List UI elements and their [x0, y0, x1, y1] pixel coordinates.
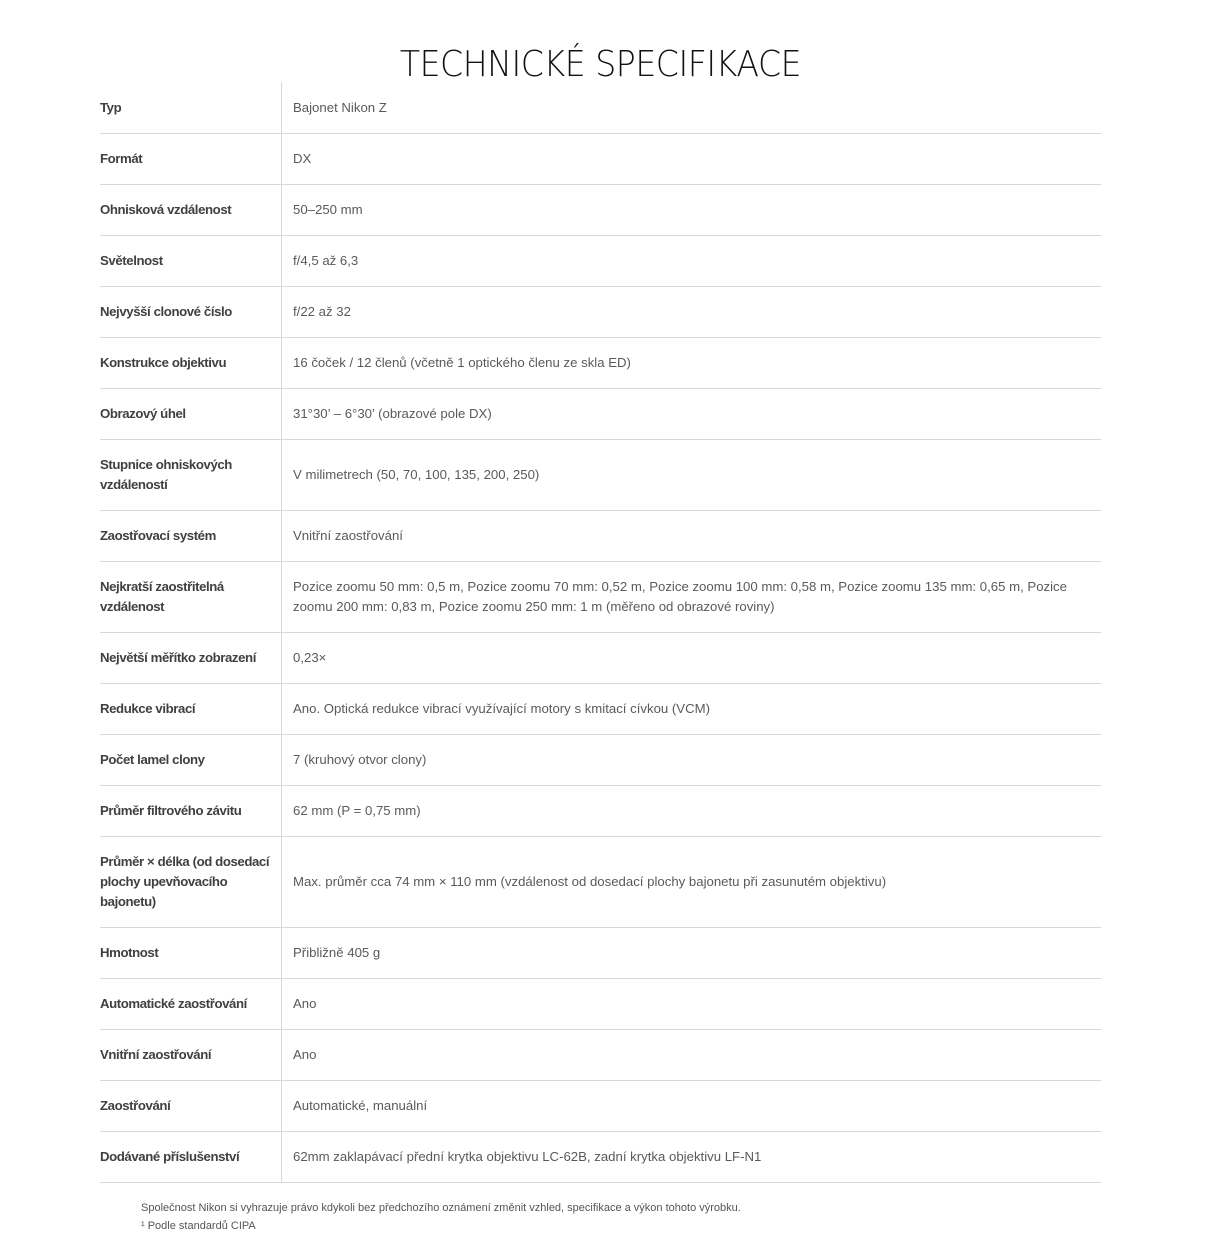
page-title: TECHNICKÉ SPECIFIKACE [399, 44, 802, 86]
spec-label: Stupnice ohniskových vzdáleností [100, 440, 282, 511]
spec-value: 31°30’ – 6°30’ (obrazové pole DX) [282, 389, 1102, 440]
table-row [100, 735, 1101, 786]
table-row [100, 287, 1101, 338]
table-row [100, 684, 1101, 735]
spec-label: Světelnost [100, 236, 282, 287]
spec-value: 50–250 mm [282, 185, 1102, 236]
spec-value: Pozice zoomu 50 mm: 0,5 m, Pozice zoomu 70 mm: 0,52 m, Pozice zoomu 100 mm: 0,58 m, Pozice zoomu 135 mm: 0,65 m, Pozice zoomu 200 mm: 0,83 m, Pozice zoomu 250 mm: 1 m (měřeno od obrazové roviny) [282, 562, 1102, 633]
cipa-footnote: ¹ Podle standardů CIPA [141, 1220, 256, 1232]
spec-value: f/4,5 až 6,3 [282, 236, 1102, 287]
table-row [100, 837, 1101, 928]
table-row [100, 1081, 1101, 1132]
table-row [100, 236, 1101, 287]
table-row [100, 562, 1101, 633]
table-row [100, 185, 1101, 236]
spec-value: Přibližně 405 g [282, 928, 1102, 979]
spec-label: Průměr × délka (od dosedací plochy upevňovacího bajonetu) [100, 837, 282, 928]
spec-value: 16 čoček / 12 členů (včetně 1 optického členu ze skla ED) [282, 338, 1102, 389]
spec-label: Nejkratší zaostřitelná vzdálenost [100, 562, 282, 633]
spec-label: Vnitřní zaostřování [100, 1030, 282, 1081]
spec-label: Ohnisková vzdálenost [100, 185, 282, 236]
table-row [100, 511, 1101, 562]
table-row [100, 1132, 1101, 1183]
table-row [100, 82, 1101, 134]
spec-value: Ano [282, 1030, 1102, 1081]
spec-label: Automatické zaostřování [100, 979, 282, 1030]
table-row [100, 1030, 1101, 1081]
footnotes [141, 1199, 741, 1235]
disclaimer-note: Společnost Nikon si vyhrazuje právo kdykoli bez předchozího oznámení změnit vzhled, specifikace a výkon tohoto výrobku. [141, 1202, 741, 1214]
spec-value: V milimetrech (50, 70, 100, 135, 200, 250) [282, 440, 1102, 511]
spec-label: Redukce vibrací [100, 684, 282, 735]
spec-label: Typ [100, 82, 282, 134]
spec-value: Ano [282, 979, 1102, 1030]
table-row [100, 389, 1101, 440]
spec-label: Průměr filtrového závitu [100, 786, 282, 837]
table-row [100, 338, 1101, 389]
spec-label: Formát [100, 134, 282, 185]
spec-value: Automatické, manuální [282, 1081, 1102, 1132]
spec-value: DX [282, 134, 1102, 185]
spec-value: Vnitřní zaostřování [282, 511, 1102, 562]
table-row [100, 633, 1101, 684]
spec-label: Největší měřítko zobrazení [100, 633, 282, 684]
spec-label: Dodávané příslušenství [100, 1132, 282, 1183]
spec-label: Obrazový úhel [100, 389, 282, 440]
spec-value: f/22 až 32 [282, 287, 1102, 338]
spec-table [100, 82, 1101, 1183]
spec-value: Max. průměr cca 74 mm × 110 mm (vzdálenost od dosedací plochy bajonetu při zasunutém objektivu) [282, 837, 1102, 928]
table-row [100, 134, 1101, 185]
spec-value: Bajonet Nikon Z [282, 82, 1102, 134]
spec-value: 0,23× [282, 633, 1102, 684]
spec-label: Hmotnost [100, 928, 282, 979]
table-row [100, 440, 1101, 511]
spec-value: 62mm zaklapávací přední krytka objektivu LC-62B, zadní krytka objektivu LF-N1 [282, 1132, 1102, 1183]
spec-label: Nejvyšší clonové číslo [100, 287, 282, 338]
table-row [100, 928, 1101, 979]
spec-label: Konstrukce objektivu [100, 338, 282, 389]
spec-label: Zaostřovací systém [100, 511, 282, 562]
spec-value: Ano. Optická redukce vibrací využívající motory s kmitací cívkou (VCM) [282, 684, 1102, 735]
spec-value: 62 mm (P = 0,75 mm) [282, 786, 1102, 837]
spec-label: Zaostřování [100, 1081, 282, 1132]
table-row [100, 786, 1101, 837]
table-row [100, 979, 1101, 1030]
spec-label: Počet lamel clony [100, 735, 282, 786]
spec-value: 7 (kruhový otvor clony) [282, 735, 1102, 786]
